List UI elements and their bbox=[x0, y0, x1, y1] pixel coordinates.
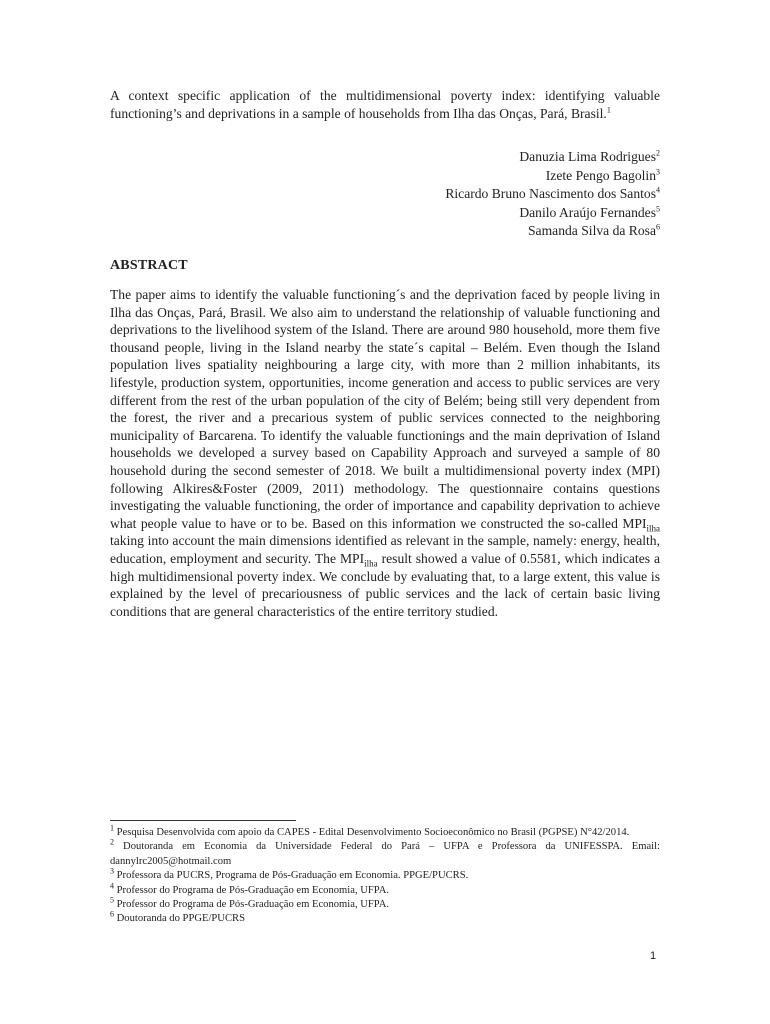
footnote-mark: 4 bbox=[110, 881, 114, 891]
author-entry bbox=[445, 222, 660, 241]
title-footnote-mark: 1 bbox=[606, 105, 611, 115]
author-name: Izete Pengo Bagolin bbox=[545, 167, 656, 183]
author-list bbox=[445, 148, 660, 241]
footnote-item bbox=[110, 837, 660, 869]
footnote-text: Professor do Programa de Pós-Graduação em Economia, UFPA. bbox=[114, 884, 389, 896]
abstract-heading: ABSTRACT bbox=[110, 258, 188, 273]
footnotes bbox=[110, 823, 660, 927]
paper-title bbox=[110, 87, 660, 123]
mpi-main: MPI bbox=[339, 550, 365, 566]
footnote-text: Doutoranda em Economia da Universidade Federal do Pará – UFPA e Professora da UNIFESSPA. Email: dannylrc2005@hotmail.com bbox=[110, 841, 660, 867]
mpi-symbol bbox=[622, 515, 660, 534]
author-footnote-mark: 3 bbox=[656, 166, 660, 176]
author-entry bbox=[445, 148, 660, 167]
author-entry bbox=[445, 167, 660, 186]
mpi-subscript: ilha bbox=[646, 523, 660, 534]
paper-title-text: A context specific application of the multidimensional poverty index: identifying valuable functioning’s and deprivations in a sample of households from Ilha das Onças, Pará, Brasil. bbox=[110, 88, 660, 121]
footnote-item bbox=[110, 909, 660, 926]
abstract-text: The paper aims to identify the valuable functioning´s and the deprivation faced by people living in Ilha das Onças, Pará, Brasil. We also aim to understand the relationship of valuable functioning and deprivations to the livelihood system of the Island. There are around 980 household, more them five thousand people, living in the Island nearby the state´s capital – Belém. Even though the Island population lives spatiality neighbouring a large city, with more than 2 million inhabitants, its lifestyle, production system, opportunities, income generation and access to public services are very different from the rest of the urban population of the city of Belém; being still very dependent from the forest, the river and a precarious system of public services connected to the neighboring municipality of Barcarena. To identify the valuable functionings and the main deprivation of Island households we developed a survey based on Capability Approach and surveyed a sample of 80 household during the second semester of 2018. We built a multidimensional poverty index (MPI) following Alkires&Foster (2009, 2011) methodology. The questionnaire contains questions investigating the valuable functioning, the order of importance and capability deprivation to achieve what people value to have or to be. Based on this information we constructed the so-called bbox=[110, 287, 660, 531]
mpi-symbol bbox=[339, 550, 378, 569]
author-footnote-mark: 6 bbox=[656, 222, 660, 232]
author-footnote-mark: 5 bbox=[656, 203, 660, 213]
author-footnote-mark: 4 bbox=[656, 185, 660, 195]
abstract-body bbox=[110, 286, 660, 620]
footnote-item bbox=[110, 823, 660, 840]
footnote-item bbox=[110, 881, 660, 898]
footnote-mark: 1 bbox=[110, 823, 114, 833]
author-name: Danuzia Lima Rodrigues bbox=[519, 149, 656, 164]
abstract-text: result showed a value of 0.5581, which indicates a high multidimensional poverty index. We conclude by evaluating that, to a large extent, this value is explained by the level of precariousness of public services and the lack of certain basic living conditions that are general characteristics of the entire territory studied. bbox=[110, 550, 660, 619]
mpi-main: MPI bbox=[622, 515, 647, 531]
footnote-item bbox=[110, 866, 660, 883]
abstract-text: taking into account the main dimensions identified as relevant in the sample, namely: energy, health, education, employment and security. The bbox=[110, 533, 660, 566]
footnote-separator bbox=[110, 820, 296, 821]
footnote-text: Professor do Programa de Pós-Graduação em Economia, UFPA. bbox=[114, 899, 389, 911]
footnote-mark: 6 bbox=[110, 909, 114, 919]
footnote-text: Professora da PUCRS, Programa de Pós-Graduação em Economia. PPGE/PUCRS. bbox=[114, 870, 469, 882]
author-entry bbox=[445, 204, 660, 223]
footnote-item bbox=[110, 895, 660, 912]
author-name: Ricardo Bruno Nascimento dos Santos bbox=[445, 186, 656, 201]
page-number: 1 bbox=[650, 950, 657, 962]
author-footnote-mark: 2 bbox=[656, 148, 660, 158]
author-name: Danilo Araújo Fernandes bbox=[519, 204, 656, 220]
footnote-mark: 3 bbox=[110, 866, 114, 876]
author-entry bbox=[445, 185, 660, 204]
footnote-text: Pesquisa Desenvolvida com apoio da CAPES - Edital Desenvolvimento Socioeconômico no Brasil (PGPSE) N°42/2014. bbox=[114, 827, 630, 838]
author-name: Samanda Silva da Rosa bbox=[528, 223, 656, 238]
footnote-mark: 2 bbox=[110, 837, 114, 847]
footnote-text: Doutoranda do PPGE/PUCRS bbox=[114, 913, 245, 925]
mpi-subscript: ilha bbox=[364, 558, 378, 569]
footnote-mark: 5 bbox=[110, 895, 114, 905]
